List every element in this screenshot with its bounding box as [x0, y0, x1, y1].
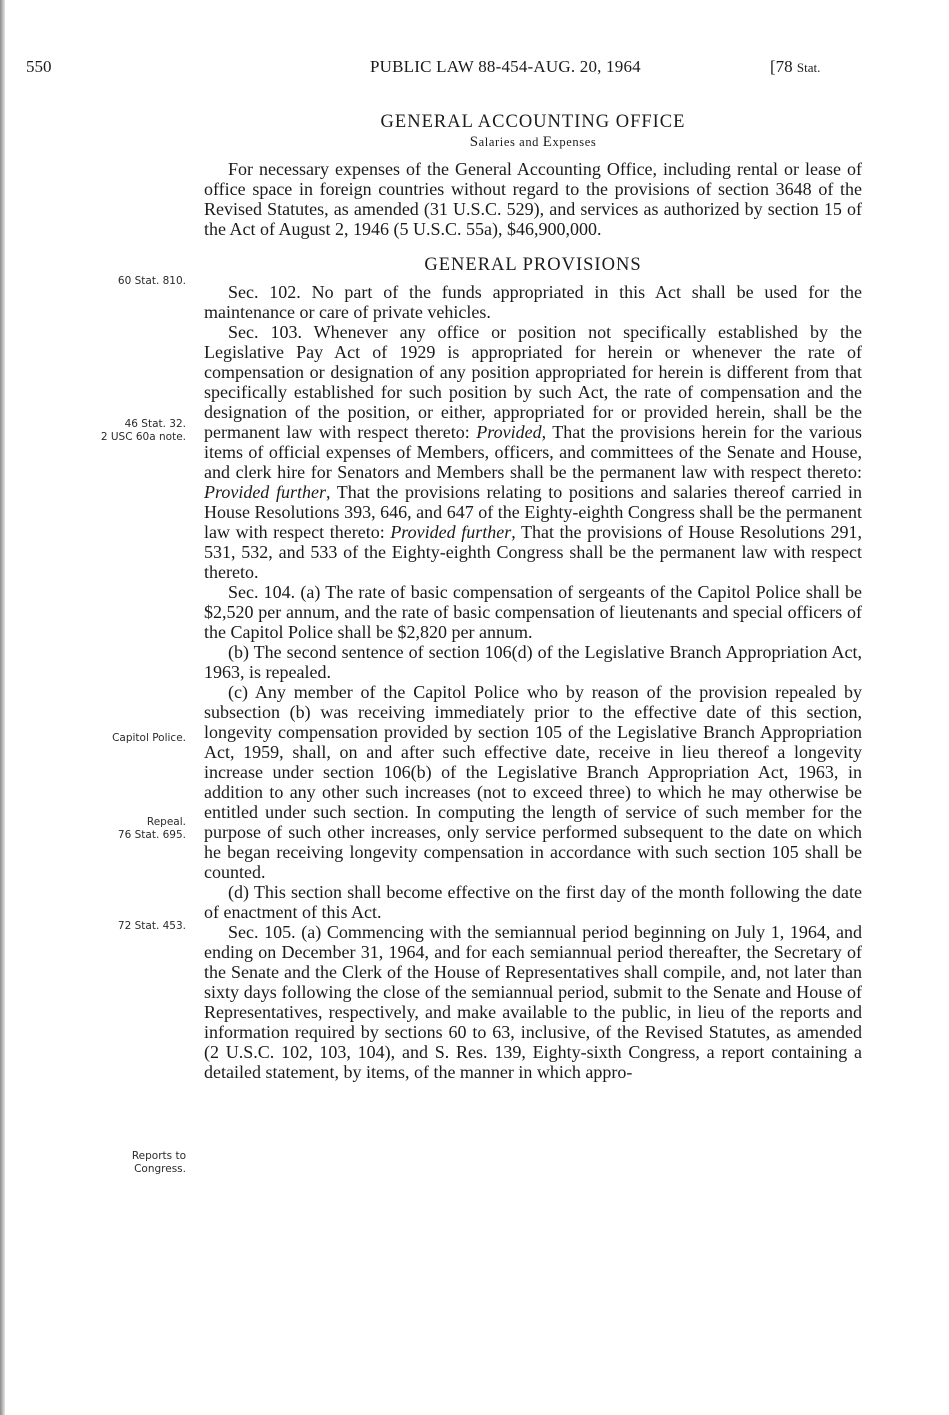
gao-paragraph: For necessary expenses of the General Accounting Office, including rental or lease of office space in foreign countries without regard to the provisions of section 3648 of the Revised Statutes, as amended (31 U.S.C. 529), and services as authorized by section 15 of the Act of August 2, 1946 (5 U.S.C. 55a), $46,900,000.	[204, 159, 862, 239]
sidenote-text: 72 Stat. 453.	[117, 920, 186, 932]
page-spine-shadow	[0, 0, 5, 1415]
sidenote-text: Congress.	[134, 1163, 186, 1175]
sidenote-text: Reports to	[131, 1150, 186, 1162]
section-text: , That the provisions relating to positions and salaries thereof carried in House Resolutions 393, 646, and 647 of the Eighty-eighth Congress shall be the permanent law with respect thereto:	[204, 482, 862, 542]
sidenote-text: 2 USC 60a note.	[100, 431, 186, 443]
gao-subheading	[204, 132, 862, 152]
main-text-column	[204, 112, 862, 1082]
section-text: , That the provisions of House Resolutions 291, 531, 532, and 533 of the Eighty-eighth Congress shall be the permanent law with respect thereto.	[204, 522, 863, 582]
section-label: Sec. 102.	[228, 282, 301, 302]
section-105-a	[204, 922, 862, 1082]
section-text: Whenever any office or position not specifically established by the Legislative Pay Act of 1929 is appropriated for herein or whenever the rate of compensation or designation of any position appropriated for herein is different from that specifically established for such position by such Act, the rate of compensation and the designation of the position, or either, appropriated for or provided herein, shall be the permanent law with respect thereto:	[204, 322, 862, 442]
section-104-a	[204, 582, 862, 642]
sidenote-text: Capitol Police.	[112, 732, 186, 744]
section-label: Sec. 103.	[228, 322, 302, 342]
sidenote-60-stat-810	[66, 275, 186, 288]
section-103	[204, 322, 862, 582]
section-104-c: (c) Any member of the Capitol Police who by reason of the provision repealed by subsection (b) was receiving immediately prior to the effective date of this section, longevity compensation provided by section 105 of the Legislative Branch Appropriation Act, 1959, shall, on and after such effective date, receive in lieu thereof a longevity increase under section 106(b) of the Legislative Branch Appropriation Act, 1963, in addition to any other such increases (not to exceed three) to which he may otherwise be entitled under such section. In computing the length of service of such member for the purpose of such other increases, only service performed subsequent to the date on which he began receiving longevity compensation in accordance with such section 105 shall be counted.	[204, 682, 862, 882]
provided-further-italic: Provided further	[390, 522, 512, 542]
section-104-b: (b) The second sentence of section 106(d) of the Legislative Branch Appropriation Act, 1963, is repealed.	[204, 642, 862, 682]
header-volume-open: [78	[770, 57, 797, 76]
gao-heading: GENERAL ACCOUNTING OFFICE	[380, 112, 686, 132]
section-text: (a) The rate of basic compensation of sergeants of the Capitol Police shall be $2,520 per annum, and the rate of basic compensation of lieutenants and special officers of the Capitol Police shall be $2,820 per annum.	[204, 582, 862, 642]
sidenote-text: 46 Stat. 32.	[124, 418, 186, 430]
subhead-letter: E	[542, 134, 553, 150]
sidenote-text: 76 Stat. 695.	[117, 829, 186, 841]
header-title: PUBLIC LAW 88-454-AUG. 20, 1964	[370, 57, 641, 76]
section-text: (a) Commencing with the semiannual period beginning on July 1, 1964, and ending on December 31, 1964, and for each semiannual period thereafter, the Secretary of the Senate and the Clerk of the House of Representatives shall compile, and, not later than sixty days following the close of the semiannual period, submit to the Senate and House of Representatives, respectively, and make available to the public, in lieu of the reports and information required by sections 60 to 63, inclusive, of the Revised Statutes, as amended (2 U.S.C. 102, 103, 104), and S. Res. 139, Eighty-sixth Congress, a report containing a detailed statement, by items, of the manner in which appro-	[204, 922, 862, 1082]
subhead-letter: S	[469, 134, 479, 150]
sidenote-72-stat-453	[66, 920, 186, 933]
sidenote-reports-to-congress	[66, 1150, 186, 1176]
general-provisions-heading: GENERAL PROVISIONS	[424, 255, 642, 275]
sidenote-46-stat-32	[66, 418, 186, 444]
header-volume	[770, 57, 820, 77]
section-text: No part of the funds appropriated in this Act shall be used for the maintenance or care of private vehicles.	[204, 282, 862, 322]
running-header	[0, 57, 949, 81]
provided-italic: Provided	[476, 422, 542, 442]
provided-further-italic: Provided further	[204, 482, 326, 502]
subhead-word: xpenses	[552, 135, 597, 149]
page-number: 550	[26, 57, 52, 76]
sidenote-text: Repeal.	[146, 816, 186, 828]
sidenote-text: 60 Stat. 810.	[117, 275, 186, 287]
header-volume-stat: Stat.	[796, 60, 821, 75]
section-text: , That the provisions herein for the various items of official expenses of Members, officers, and committees of the Senate and House, and clerk hire for Senators and Members shall be the permanent law with respect thereto:	[204, 422, 862, 482]
section-102	[204, 282, 862, 322]
sidenote-capitol-police	[66, 732, 186, 745]
section-label: Sec. 104.	[228, 582, 296, 602]
section-label: Sec. 105.	[228, 922, 296, 942]
subhead-word: alaries and	[478, 135, 543, 149]
sidenote-repeal	[66, 816, 186, 842]
section-104-d: (d) This section shall become effective on the first day of the month following the date of enactment of this Act.	[204, 882, 862, 922]
